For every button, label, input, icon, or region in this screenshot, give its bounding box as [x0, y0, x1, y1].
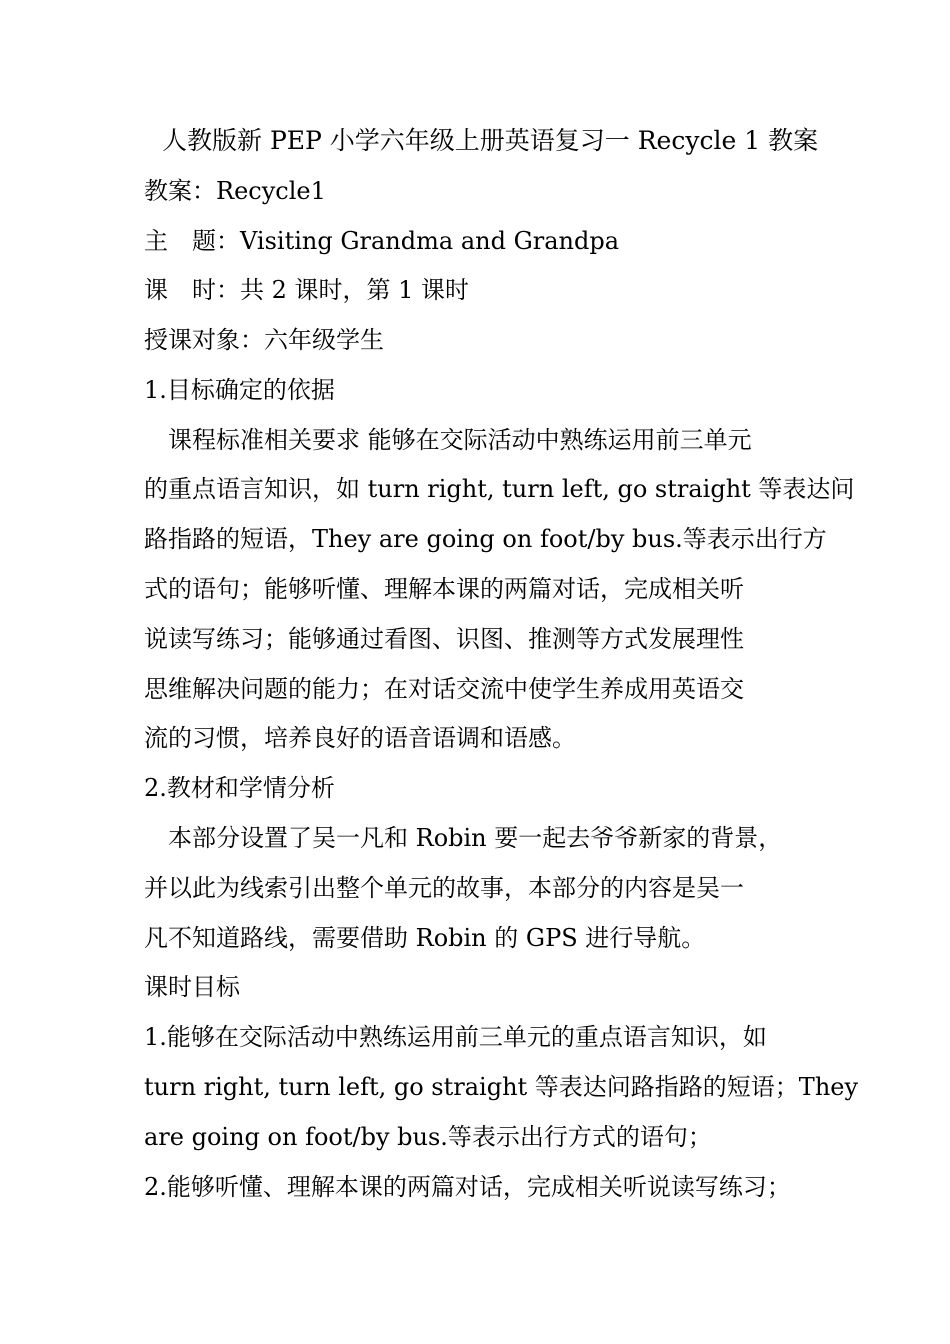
objectives-line: are going on foot/by bus.等表示出行方式的语句； [144, 1123, 712, 1151]
lesson-line: 教案：Recycle1 [144, 177, 326, 205]
audience-line: 授课对象：六年级学生 [144, 326, 384, 354]
section1-line: 流的习惯，培养良好的语音语调和语感。 [144, 724, 576, 752]
section2-line: 凡不知道路线，需要借助 Robin 的 GPS 进行导航。 [144, 924, 706, 952]
section2-line: 本部分设置了吴一凡和 Robin 要一起去爷爷新家的背景， [144, 824, 783, 852]
section1-heading: 1.目标确定的依据 [144, 376, 335, 404]
objectives-line: 1.能够在交际活动中熟练运用前三单元的重点语言知识，如 [144, 1023, 767, 1051]
objectives-line: 2.能够听懂、理解本课的两篇对话，完成相关听说读写练习； [144, 1173, 791, 1201]
section1-line: 思维解决问题的能力；在对话交流中使学生养成用英语交 [144, 675, 744, 703]
objectives-line: turn right, turn left, go straight 等表达问路指路的短语；They [144, 1073, 859, 1101]
section1-line: 说读写练习；能够通过看图、识图、推测等方式发展理性 [144, 625, 744, 653]
topic-line: 主 题：Visiting Grandma and Grandpa [144, 227, 620, 255]
objectives-heading: 课时目标 [144, 973, 240, 1001]
period-line: 课 时：共 2 课时，第 1 课时 [144, 276, 470, 304]
section2-line: 并以此为线索引出整个单元的故事，本部分的内容是吴一 [144, 874, 744, 902]
section1-line: 课程标准相关要求 能够在交际活动中熟练运用前三单元 [144, 426, 752, 454]
section1-line: 式的语句；能够听懂、理解本课的两篇对话，完成相关听 [144, 575, 744, 603]
document-title: 人教版新 PEP 小学六年级上册英语复习一 Recycle 1 教案 [162, 126, 819, 155]
section1-line: 的重点语言知识，如 turn right, turn left, go straight 等表达问 [144, 475, 855, 503]
section1-line: 路指路的短语，They are going on foot/by bus.等表示出行方 [144, 525, 827, 553]
section2-heading: 2.教材和学情分析 [144, 774, 335, 802]
